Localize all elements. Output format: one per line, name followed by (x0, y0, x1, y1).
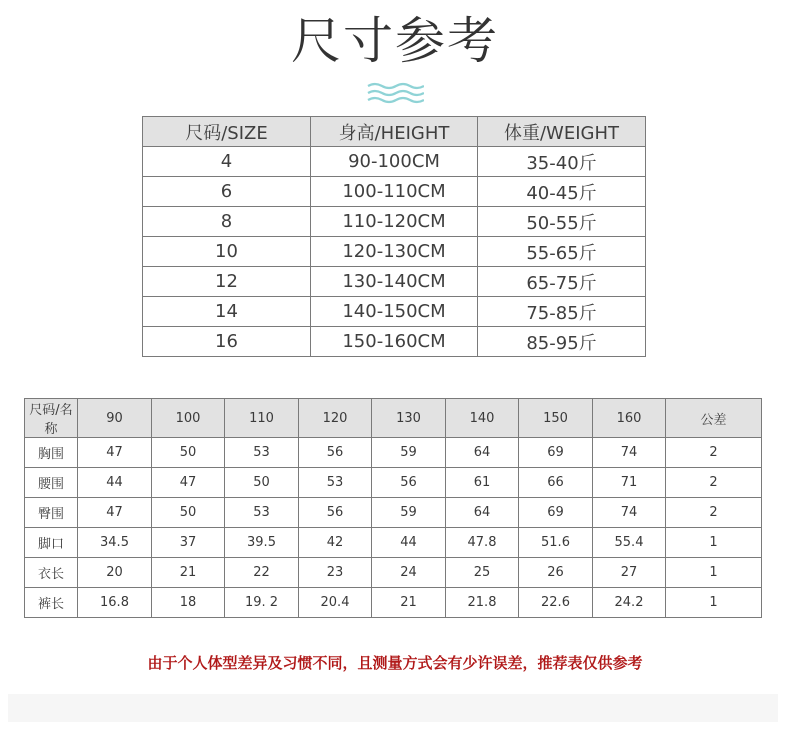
table-cell: 55.4 (593, 528, 666, 558)
size-cell: 4 (143, 147, 311, 177)
table-row (25, 498, 762, 528)
table-cell: 24 (372, 558, 446, 588)
table-cell: 34.5 (78, 528, 152, 558)
table-cell: 21 (372, 588, 446, 618)
table-cell: 44 (78, 468, 152, 498)
footer-bar (8, 694, 778, 722)
table-cell: 2 (666, 468, 762, 498)
table-cell: 56 (372, 468, 446, 498)
table-cell: 59 (372, 438, 446, 468)
table-cell: 74 (593, 498, 666, 528)
table-cell: 61 (446, 468, 519, 498)
height-cell: 110-120CM (311, 207, 478, 237)
table-cell: 22.6 (519, 588, 593, 618)
size-cell: 10 (143, 237, 311, 267)
table-cell: 53 (225, 498, 299, 528)
weight-cell: 35-40斤 (478, 147, 646, 177)
page-title: 尺寸参考 (291, 12, 499, 70)
header-size: 130 (372, 399, 446, 438)
header-size: 140 (446, 399, 519, 438)
table-cell: 24.2 (593, 588, 666, 618)
measurement-table-header-row (25, 399, 762, 438)
size-cell: 6 (143, 177, 311, 207)
row-label: 胸围 (25, 438, 78, 468)
size-cell: 8 (143, 207, 311, 237)
table-cell: 21 (152, 558, 225, 588)
table-cell: 42 (299, 528, 372, 558)
table-cell: 37 (152, 528, 225, 558)
table-cell: 53 (299, 468, 372, 498)
size-cell: 12 (143, 267, 311, 297)
header-size: 100 (152, 399, 225, 438)
table-cell: 26 (519, 558, 593, 588)
weight-cell: 55-65斤 (478, 237, 646, 267)
table-cell: 19. 2 (225, 588, 299, 618)
size-table-header-row (143, 117, 646, 147)
table-cell: 71 (593, 468, 666, 498)
table-cell: 56 (299, 438, 372, 468)
table-cell: 21.8 (446, 588, 519, 618)
header-name: 尺码/名称 (25, 399, 78, 438)
table-row (143, 327, 646, 357)
height-cell: 140-150CM (311, 297, 478, 327)
table-cell: 27 (593, 558, 666, 588)
table-cell: 69 (519, 498, 593, 528)
height-cell: 120-130CM (311, 237, 478, 267)
height-cell: 130-140CM (311, 267, 478, 297)
size-header-weight: 体重/WEIGHT (478, 117, 646, 147)
size-header-size: 尺码/SIZE (143, 117, 311, 147)
table-cell: 16.8 (78, 588, 152, 618)
table-cell: 69 (519, 438, 593, 468)
table-cell: 39.5 (225, 528, 299, 558)
height-cell: 90-100CM (311, 147, 478, 177)
table-row (25, 558, 762, 588)
table-cell: 20 (78, 558, 152, 588)
table-cell: 50 (225, 468, 299, 498)
table-row (25, 438, 762, 468)
table-cell: 2 (666, 498, 762, 528)
table-cell: 1 (666, 588, 762, 618)
table-cell: 47 (78, 498, 152, 528)
row-label: 臀围 (25, 498, 78, 528)
size-table (142, 116, 646, 357)
table-cell: 64 (446, 438, 519, 468)
weight-cell: 75-85斤 (478, 297, 646, 327)
table-row (25, 588, 762, 618)
table-cell: 2 (666, 438, 762, 468)
table-cell: 23 (299, 558, 372, 588)
table-cell: 74 (593, 438, 666, 468)
table-cell: 47.8 (446, 528, 519, 558)
table-cell: 50 (152, 438, 225, 468)
table-row (25, 468, 762, 498)
table-row (143, 297, 646, 327)
row-label: 脚口 (25, 528, 78, 558)
header-size: 90 (78, 399, 152, 438)
table-cell: 64 (446, 498, 519, 528)
table-cell: 1 (666, 528, 762, 558)
table-cell: 59 (372, 498, 446, 528)
table-row (143, 177, 646, 207)
height-cell: 100-110CM (311, 177, 478, 207)
header-size: 120 (299, 399, 372, 438)
wave-decoration-icon (366, 82, 424, 106)
table-cell: 51.6 (519, 528, 593, 558)
size-cell: 14 (143, 297, 311, 327)
height-cell: 150-160CM (311, 327, 478, 357)
table-cell: 47 (78, 438, 152, 468)
header-size: 150 (519, 399, 593, 438)
table-cell: 53 (225, 438, 299, 468)
table-cell: 25 (446, 558, 519, 588)
weight-cell: 85-95斤 (478, 327, 646, 357)
table-row (143, 147, 646, 177)
weight-cell: 40-45斤 (478, 177, 646, 207)
header-size: 160 (593, 399, 666, 438)
weight-cell: 50-55斤 (478, 207, 646, 237)
table-cell: 20.4 (299, 588, 372, 618)
table-cell: 50 (152, 498, 225, 528)
row-label: 衣长 (25, 558, 78, 588)
size-header-height: 身高/HEIGHT (311, 117, 478, 147)
table-row (143, 207, 646, 237)
table-cell: 56 (299, 498, 372, 528)
header-size: 110 (225, 399, 299, 438)
table-row (143, 237, 646, 267)
table-cell: 1 (666, 558, 762, 588)
size-cell: 16 (143, 327, 311, 357)
table-cell: 44 (372, 528, 446, 558)
table-cell: 66 (519, 468, 593, 498)
table-row (25, 528, 762, 558)
measurement-table (24, 398, 762, 618)
table-cell: 22 (225, 558, 299, 588)
table-cell: 18 (152, 588, 225, 618)
table-row (143, 267, 646, 297)
row-label: 裤长 (25, 588, 78, 618)
weight-cell: 65-75斤 (478, 267, 646, 297)
header-tolerance: 公差 (666, 399, 762, 438)
row-label: 腰围 (25, 468, 78, 498)
disclaimer-note: 由于个人体型差异及习惯不同，且测量方式会有少许误差，推荐表仅供参考 (147, 654, 643, 672)
table-cell: 47 (152, 468, 225, 498)
